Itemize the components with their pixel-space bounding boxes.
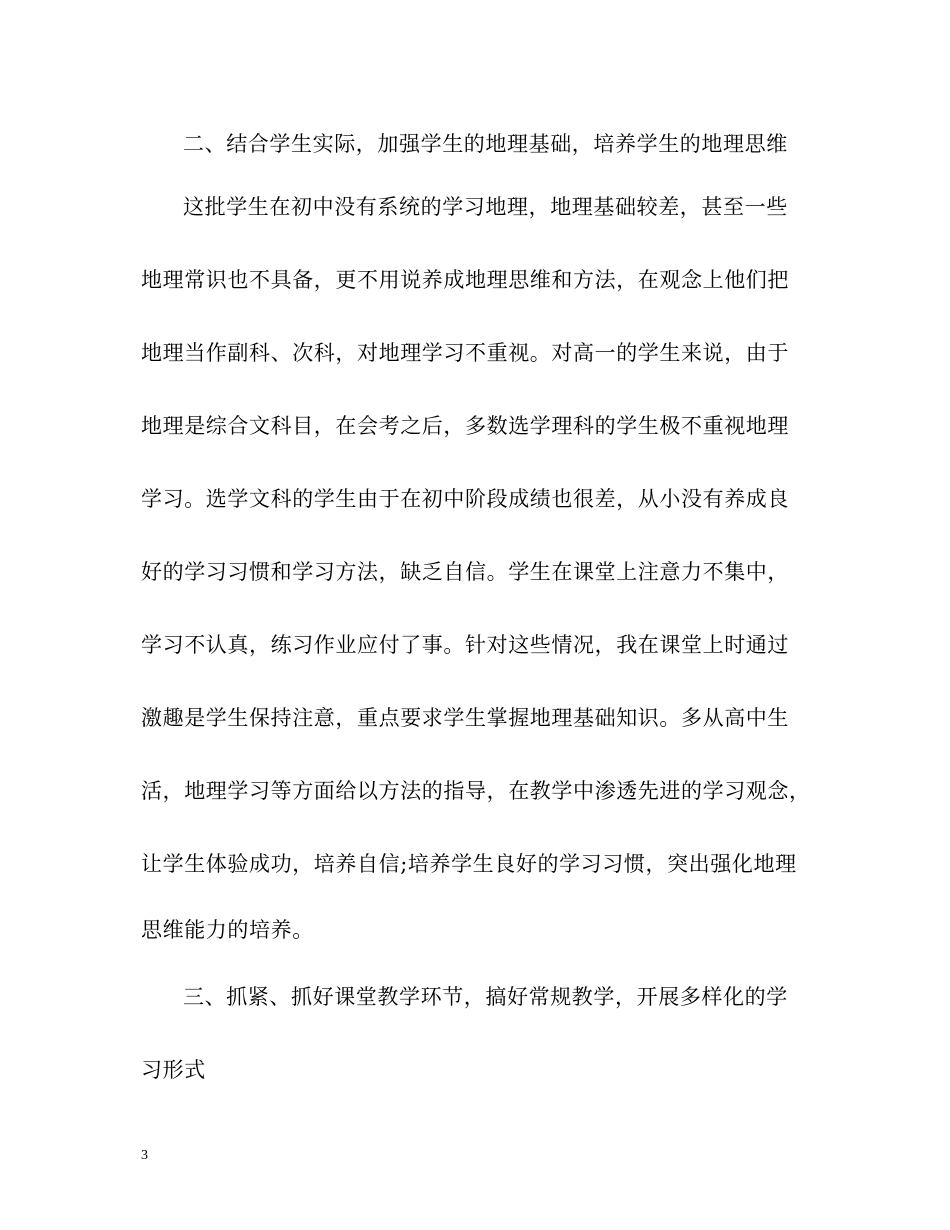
paragraph-line: 地理常识也不具备，更不用说养成地理思维和方法，在观念上他们把: [141, 268, 789, 292]
paragraph-line: 地理是综合文科目，在会考之后，多数选学理科的学生极不重视地理: [141, 414, 789, 438]
paragraph-line: 活，地理学习等方面给以方法的指导，在教学中渗透先进的学习观念，: [141, 779, 811, 803]
paragraph-line: 思维能力的培养。: [141, 918, 314, 942]
paragraph-line: 让学生体验成功，培养自信;培养学生良好的学习习惯，突出强化地理: [141, 852, 797, 876]
paragraph-line: 学习不认真，练习作业应付了事。针对这些情况，我在课堂上时通过: [141, 633, 789, 657]
paragraph-line: 这批学生在初中没有系统的学习地理，地理基础较差，甚至一些: [183, 195, 788, 219]
paragraph-line: 习形式: [141, 1058, 206, 1082]
paragraph-line: 地理当作副科、次科，对地理学习不重视。对高一的学生来说，由于: [141, 341, 789, 365]
section-heading-2: 二、结合学生实际，加强学生的地理基础，培养学生的地理思维: [183, 132, 788, 156]
paragraph-line: 学习。选学文科的学生由于在初中阶段成绩也很差，从小没有养成良: [141, 487, 789, 511]
paragraph-line: 激趣是学生保持注意，重点要求学生掌握地理基础知识。多从高中生: [141, 706, 789, 730]
page-number: 3: [141, 1148, 148, 1163]
section-heading-3: 三、抓紧、抓好课堂教学环节，搞好常规教学，开展多样化的学: [183, 985, 788, 1009]
paragraph-line: 好的学习习惯和学习方法，缺乏自信。学生在课堂上注意力不集中，: [141, 560, 789, 584]
